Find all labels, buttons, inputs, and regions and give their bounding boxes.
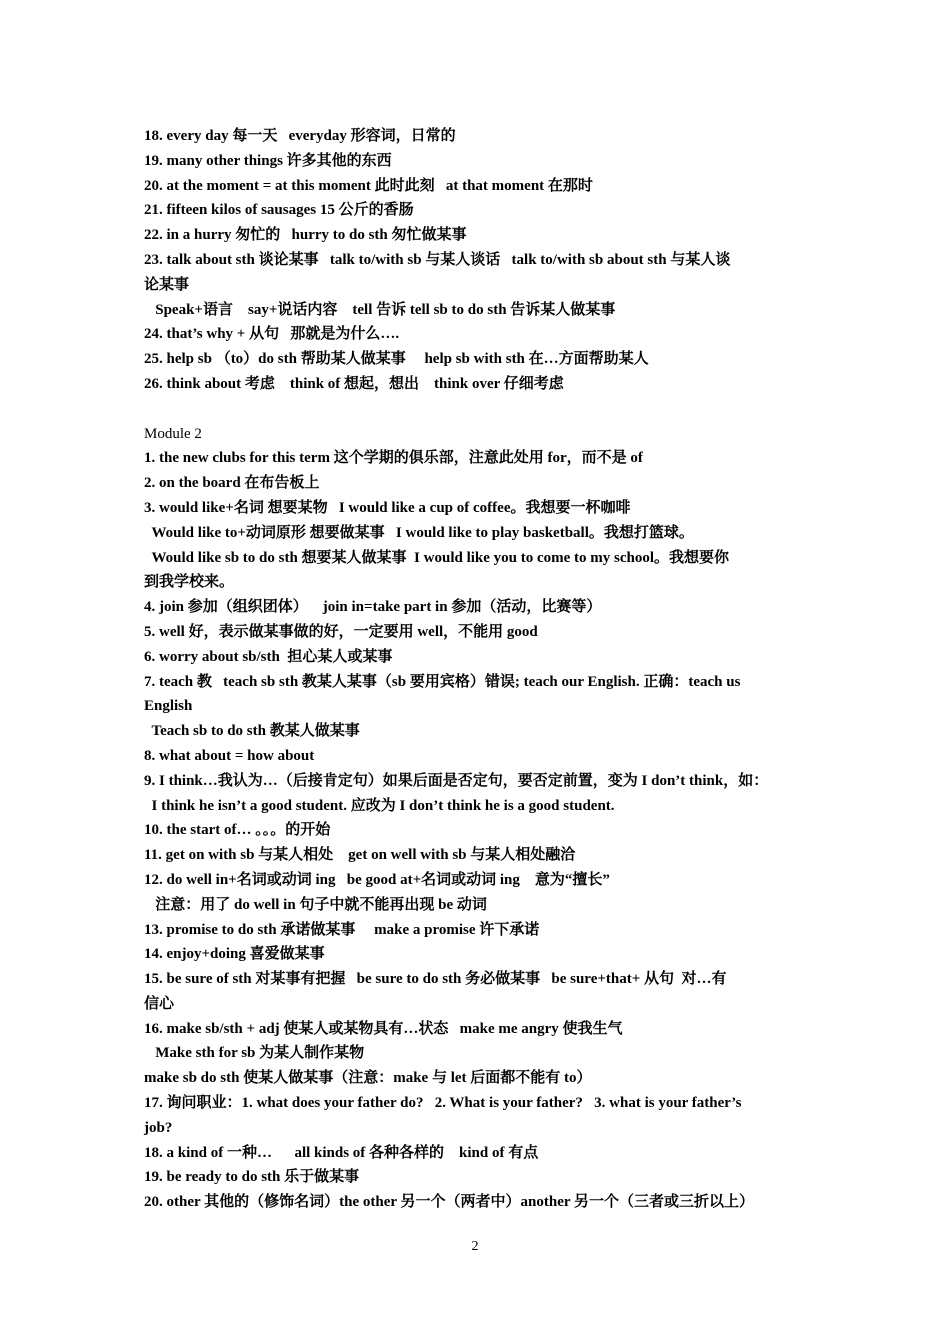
page-content xyxy=(144,124,812,1215)
text-line: 13. promise to do sth 承诺做某事 make a promise 许下承诺 xyxy=(144,921,540,938)
text-line: 24. that’s why + 从句 那就是为什么…. xyxy=(144,326,400,343)
text-line: 23. talk about sth 谈论某事 talk to/with sb 与某人谈话 talk to/with sb about sth 与某人谈 xyxy=(144,251,731,268)
text-line: 18. a kind of 一种… all kinds of 各种各样的 kind of 有点 xyxy=(144,1144,539,1161)
text-line: 18. every day 每一天 everyday 形容词，日常的 xyxy=(144,128,456,144)
text-line: 25. help sb （to）do sth 帮助某人做某事 help sb with sth 在…方面帮助某人 xyxy=(144,351,649,368)
text-line: Would like sb to do sth 想要某人做某事 I would like you to come to my school。我想要你 xyxy=(144,549,730,566)
text-line: 19. many other things 许多其他的东西 xyxy=(144,152,392,169)
text-line: Would like to+动词原形 想要做某事 I would like to play basketball。我想打篮球。 xyxy=(144,524,694,541)
text-line: 15. be sure of sth 对某事有把握 be sure to do sth 务必做某事 be sure+that+ 从句 对…有 xyxy=(144,971,727,988)
text-line: 26. think about 考虑 think of 想起，想出 think over 仔细考虑 xyxy=(144,375,564,392)
spacer xyxy=(144,397,812,422)
text-line: I think he isn’t a good student. 应改为 I don’t think he is a good student. xyxy=(144,797,615,814)
text-line: 19. be ready to do sth 乐于做某事 xyxy=(144,1169,360,1186)
text-line: 12. do well in+名词或动词 ing be good at+名词或动词 ing 意为“擅长” xyxy=(144,871,610,888)
text-line: 14. enjoy+doing 喜爱做某事 xyxy=(144,946,325,963)
text-line: 16. make sb/sth + adj 使某人或某物具有…状态 make me angry 使我生气 xyxy=(144,1020,623,1037)
text-line: 11. get on with sb 与某人相处 get on well with sb 与某人相处融洽 xyxy=(144,847,576,864)
text-line: 20. other 其他的（修饰名词）the other 另一个（两者中）another 另一个（三者或三折以上） xyxy=(144,1194,754,1211)
text-line: 22. in a hurry 匆忙的 hurry to do sth 匆忙做某事 xyxy=(144,227,467,244)
text-line: Make sth for sb 为某人制作某物 xyxy=(144,1045,365,1062)
text-line: 4. join 参加（组织团体） join in=take part in 参加（活动，比赛等） xyxy=(144,599,602,616)
text-line: 5. well 好，表示做某事做的好，一定要用 well，不能用 good xyxy=(144,623,538,640)
text-line: 信心 xyxy=(144,995,175,1012)
text-line: 注意：用了 do well in 句子中就不能再出现 be 动词 xyxy=(144,896,487,913)
text-line: 3. would like+名词 想要某物 I would like a cup of coffee。我想要一杯咖啡 xyxy=(144,499,631,516)
text-line: 10. the start of… 。。。的开始 xyxy=(144,822,331,839)
module-2-heading: Module 2 xyxy=(144,425,202,442)
text-line: 2. on the board 在布告板上 xyxy=(144,475,320,492)
text-line: Teach sb to do sth 教某人做某事 xyxy=(144,723,360,740)
section-module1-continued xyxy=(144,124,812,397)
text-line: English xyxy=(144,698,193,715)
text-line: 7. teach 教 teach sb sth 教某人某事（sb 要用宾格）错误; teach our English. 正确：teach us xyxy=(144,673,741,690)
text-line: Speak+语言 say+说话内容 tell 告诉 tell sb to do sth 告诉某人做某事 xyxy=(144,301,616,318)
text-line: 20. at the moment = at this moment 此时此刻 at that moment 在那时 xyxy=(144,177,593,194)
text-line: 21. fifteen kilos of sausages 15 公斤的香肠 xyxy=(144,202,414,219)
page-number: 2 xyxy=(471,1239,479,1254)
text-line: 6. worry about sb/sth 担心某人或某事 xyxy=(144,648,393,665)
text-line: 论某事 xyxy=(144,276,190,293)
text-line: make sb do sth 使某人做某事（注意：make 与 let 后面都不能有 to） xyxy=(144,1070,592,1087)
section-module2 xyxy=(144,446,812,1215)
text-line: 9. I think…我认为…（后接肯定句）如果后面是否定句，要否定前置，变为 I don’t think，如： xyxy=(144,772,769,789)
text-line: 到我学校来。 xyxy=(144,574,235,591)
text-line: 17. 询问职业：1. what does your father do? 2. What is your father? 3. what is your father’s xyxy=(144,1095,742,1112)
text-line: 1. the new clubs for this term 这个学期的俱乐部，注意此处用 for，而不是 of xyxy=(144,450,643,467)
text-line: job? xyxy=(144,1119,173,1136)
text-line: 8. what about = how about xyxy=(144,747,315,764)
